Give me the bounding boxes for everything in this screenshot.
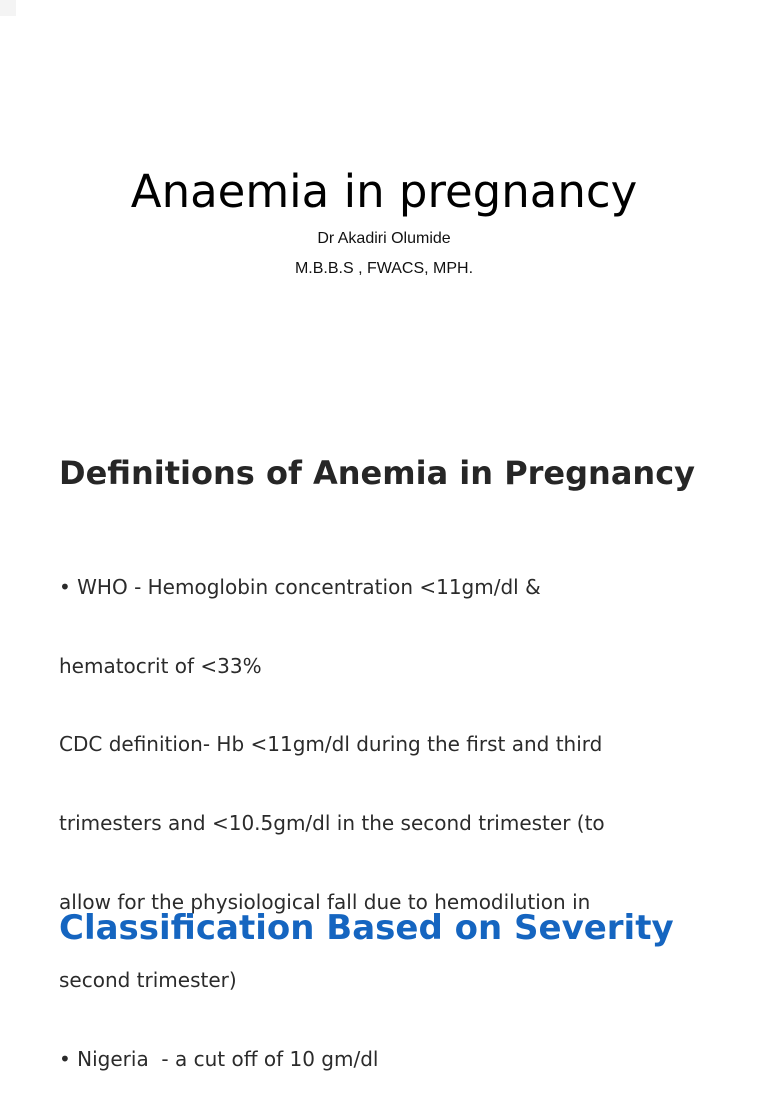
definition-line-who-cont: hematocrit of <33% xyxy=(59,653,262,678)
definition-line-who: • WHO - Hemoglobin concentration <11gm/dl & xyxy=(59,575,541,600)
definitions-slide xyxy=(59,454,709,1118)
author-name: Dr Akadiri Olumide xyxy=(317,230,451,247)
definition-line-cdc-cont-2: allow for the physiological fall due to hemodilution in xyxy=(59,889,591,914)
classification-heading: Classification Based on Severity xyxy=(59,908,674,948)
presentation-title: Anaemia in pregnancy xyxy=(130,165,638,218)
definition-line-cdc-cont-1: trimesters and <10.5gm/dl in the second trimester (to xyxy=(59,811,605,836)
definition-line-cdc-cont-3: second trimester) xyxy=(59,968,237,993)
definitions-body xyxy=(59,529,699,1118)
author-credentials: M.B.B.S , FWACS, MPH. xyxy=(294,260,474,277)
title-slide xyxy=(0,0,768,420)
definition-line-nigeria: • Nigeria - a cut off of 10 gm/dl xyxy=(59,1046,379,1071)
definition-line-cdc: CDC definition- Hb <11gm/dl during the first and third xyxy=(59,732,603,757)
definitions-heading: Definitions of Anemia in Pregnancy xyxy=(59,454,696,492)
